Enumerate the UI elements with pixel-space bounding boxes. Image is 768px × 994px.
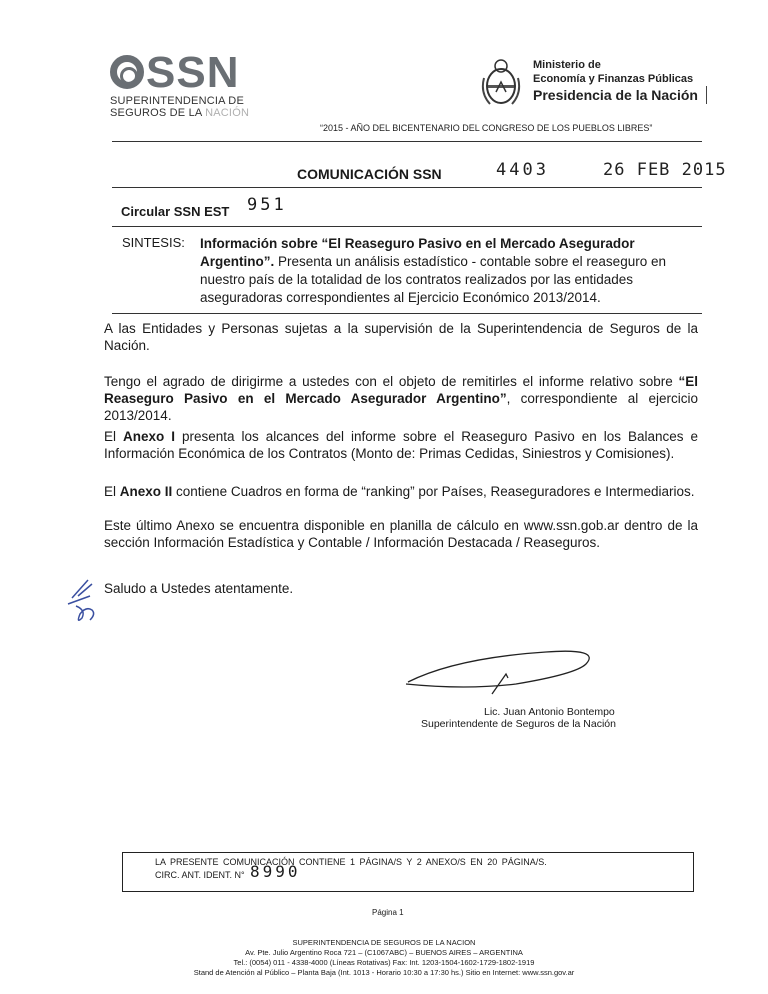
previous-circular-number: 8990 <box>250 862 301 881</box>
paragraph-closing: Saludo a Ustedes atentamente. <box>104 581 294 596</box>
paragraph-annex-1-a: El <box>104 429 123 444</box>
paragraph-annex-1 <box>104 428 698 462</box>
ssn-logo-mark-icon <box>110 55 144 89</box>
synthesis-body: Presenta un análisis estadístico - contable sobre el reaseguro en nuestro país de la totalidad de los contratos realizados por las entidades aseguradoras correspondientes al Ejercicio Económico 2013/2014. <box>200 254 666 305</box>
divider <box>112 187 702 188</box>
annex-2-label: Anexo II <box>119 484 173 499</box>
logo-text: SSN <box>146 48 240 97</box>
page-number: Página 1 <box>372 908 404 917</box>
paragraph-annex-2-c: contiene Cuadros en forma de “ranking” por Países, Reaseguradores e Intermediarios. <box>172 484 695 499</box>
logo-subtitle-line2 <box>110 107 249 119</box>
divider <box>112 313 702 314</box>
year-motto: “2015 - AÑO DEL BICENTENARIO DEL CONGRESO DE LOS PUEBLOS LIBRES” <box>320 123 653 133</box>
signature-icon <box>396 638 616 698</box>
report-title: “El Reaseguro Pasivo en el Mercado Asegurador Argentino” <box>104 374 698 406</box>
paragraph-intro <box>104 373 698 424</box>
logo-subtitle-line1: SUPERINTENDENCIA DE <box>110 95 244 107</box>
footer-line1: SUPERINTENDENCIA DE SEGUROS DE LA NACION <box>292 938 476 947</box>
footer-address: Av. Pte. Julio Argentino Roca 721 – (C1067ABC) – BUENOS AIRES – ARGENTINA <box>245 948 523 957</box>
synthesis-text <box>200 235 700 307</box>
circular-number: 951 <box>247 195 287 215</box>
divider <box>112 141 702 142</box>
synthesis-label: SINTESIS: <box>122 235 185 250</box>
communication-date: 26 FEB 2015 <box>603 160 727 180</box>
ministry-line1: Ministerio de <box>533 59 601 71</box>
footer-phone: Tel.: (0054) 011 - 4338-4000 (Líneas Rotativas) Fax: Int. 1203-1504-1602-1729-1802-1919 <box>233 958 535 967</box>
communication-title: COMUNICACIÓN SSN <box>297 166 442 182</box>
page-count-text: LA PRESENTE COMUNICACIÓN CONTIENE 1 PÁGINA/S Y 2 ANEXO/S EN 20 PÁGINA/S. <box>155 857 547 867</box>
paragraph-annex-2-a: El <box>104 484 120 499</box>
paragraph-availability: Este último Anexo se encuentra disponible en planilla de cálculo en www.ssn.gob.ar dentro de la sección Información Estadística y Contable / Información Destacada / Reaseguros. <box>104 518 698 550</box>
paragraph-annex-2 <box>104 483 698 500</box>
synthesis-bold: Información sobre “El Reaseguro Pasivo en el Mercado Asegurador Argentino”. <box>200 236 635 269</box>
logo-subtitle-b: NACIÓN <box>205 107 250 119</box>
ssn-logo <box>110 48 239 98</box>
paragraph-intro-c: , correspondiente al ejercicio 2013/2014. <box>104 391 699 423</box>
divider <box>112 226 702 227</box>
footer-hours: Stand de Atención al Público – Planta Baja (Int. 1013 - Horario 10:30 a 17:30 hs.) Sitio en Internet: www.ssn.gov.ar <box>193 968 575 977</box>
ministry-line2: Economía y Finanzas Públicas <box>533 73 694 85</box>
logo-subtitle-a: SEGUROS DE LA <box>110 107 206 119</box>
communication-number: 4403 <box>496 160 549 180</box>
circular-label: Circular SSN EST <box>121 204 230 219</box>
handwritten-initials-icon <box>62 576 106 626</box>
ministry-line3: Presidencia de la Nación <box>533 87 698 103</box>
signer-name: Lic. Juan Antonio Bontempo <box>484 706 615 718</box>
paragraph-addressee: A las Entidades y Personas sujetas a la supervisión de la Superintendencia de Seguros de la Nación. <box>104 321 698 353</box>
ministry-divider <box>706 86 707 104</box>
previous-circular-label: CIRC. ANT. IDENT. N° <box>155 870 245 880</box>
paragraph-intro-a: Tengo el agrado de dirigirme a ustedes con el objeto de remitirles el informe relativo sobre <box>104 374 679 389</box>
annex-1-label: Anexo I <box>122 429 175 444</box>
paragraph-annex-1-c: presenta los alcances del informe sobre el Reaseguro Pasivo en los Balances e Información Económica de los Contratos (Monto de: Primas Cedidas, Siniestros y Comisiones). <box>104 429 698 461</box>
argentina-coat-of-arms-icon <box>476 58 526 108</box>
signer-title: Superintendente de Seguros de la Nación <box>421 718 616 730</box>
